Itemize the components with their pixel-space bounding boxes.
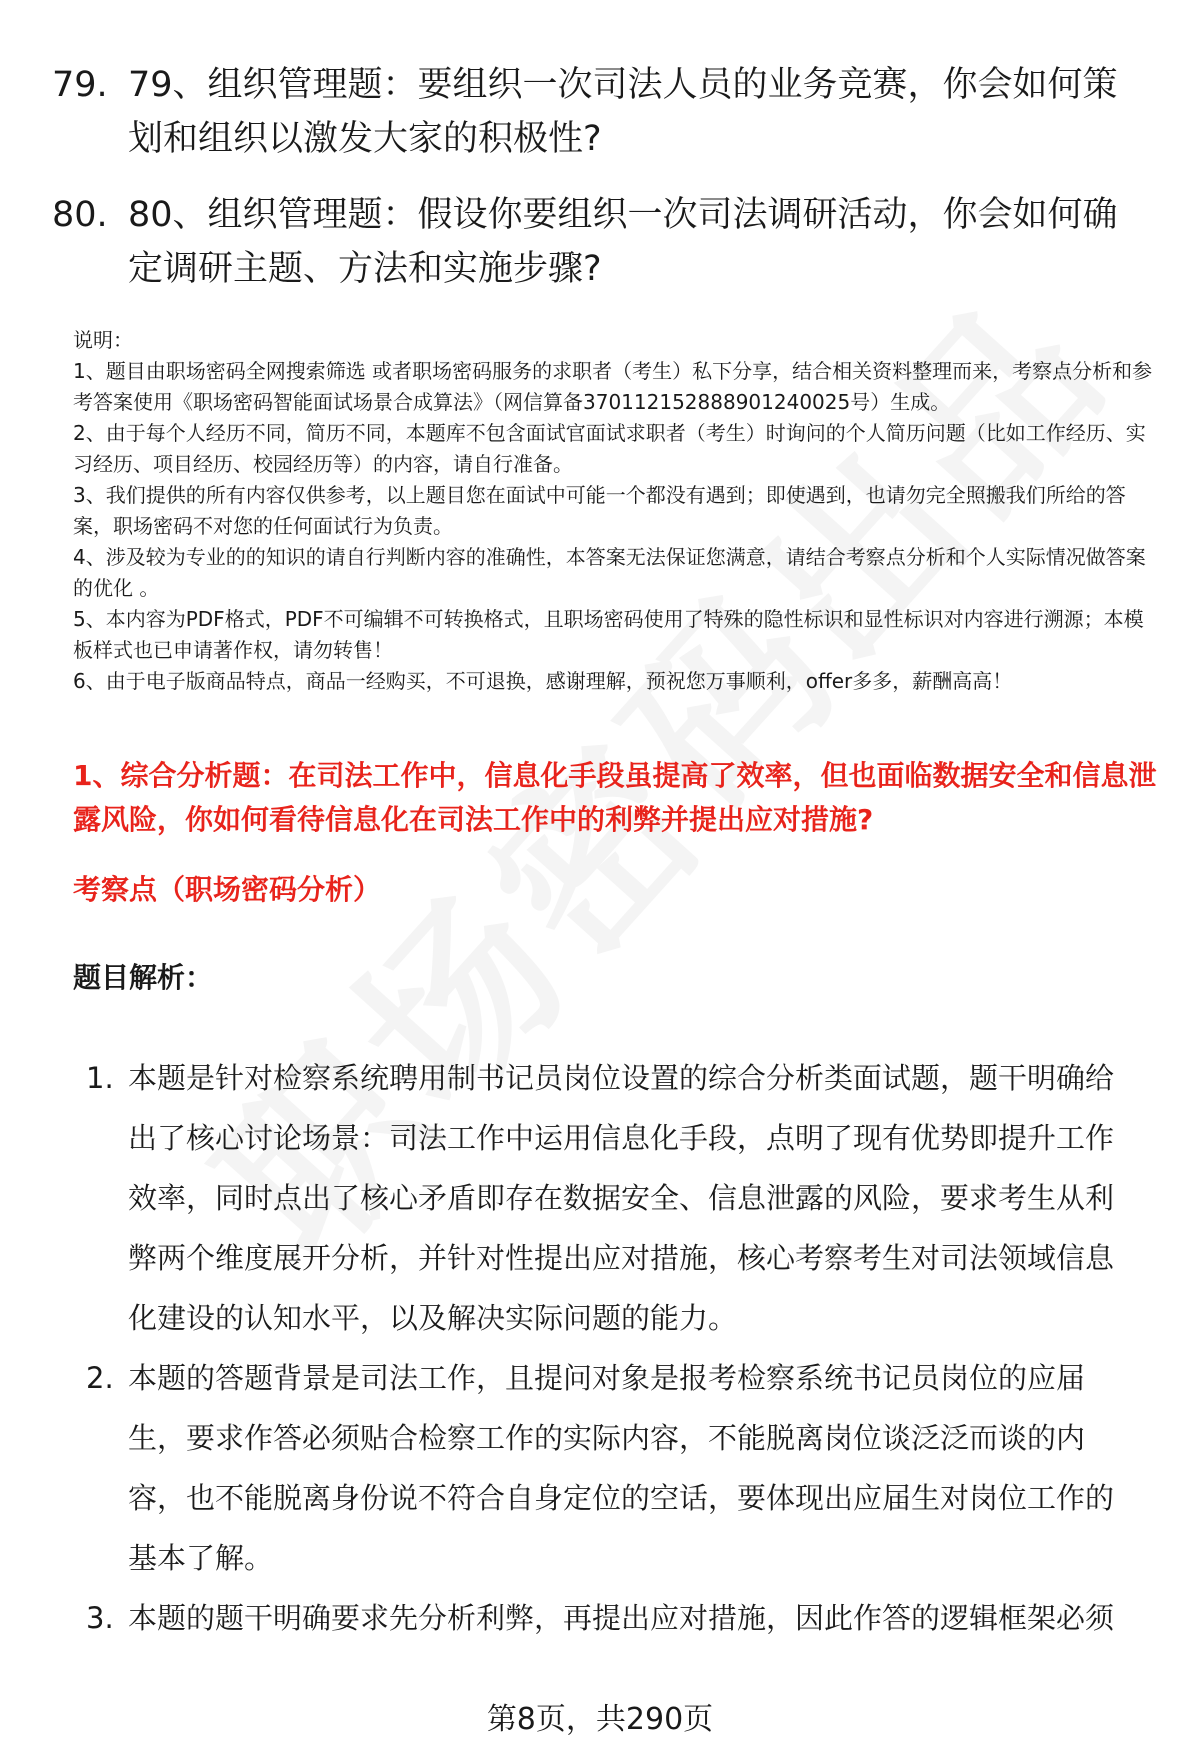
notes-section [73, 325, 1163, 697]
analysis-number: 3. [86, 1601, 114, 1635]
note-item: 3、我们提供的所有内容仅供参考，以上题目您在面试中可能一个都没有遇到；即使遇到，也请勿完全照搬我们所给的答案，职场密码不对您的任何面试行为负责。 [73, 483, 1126, 538]
analysis-item [86, 1048, 1156, 1348]
question-number: 79. [52, 65, 108, 105]
note-item: 1、题目由职场密码全网搜索筛选 或者职场密码服务的求职者（考生）私下分享，结合相关资料整理而来，考察点分析和参考答案使用《职场密码智能面试场景合成算法》（网信算备370112152888901240025号）生成。 [73, 359, 1153, 414]
kaocha-heading: 考察点（职场密码分析） [73, 873, 382, 906]
note-item: 6、由于电子版商品特点，商品一经购买，不可退换，感谢理解，预祝您万事顺利，offer多多，薪酬高高！ [73, 669, 1013, 693]
highlighted-question: 1、综合分析题：在司法工作中，信息化手段虽提高了效率，但也面临数据安全和信息泄露风险，你如何看待信息化在司法工作中的利弊并提出应对措施? [73, 759, 1157, 836]
analysis-text: 本题是针对检察系统聘用制书记员岗位设置的综合分析类面试题，题干明确给出了核心讨论场景：司法工作中运用信息化手段，点明了现有优势即提升工作效率，同时点出了核心矛盾即存在数据安全、信息泄露的风险，要求考生从利弊两个维度展开分析，并针对性提出应对措施，核心考察考生对司法领域信息化建设的认知水平，以及解决实际问题的能力。 [128, 1061, 1115, 1335]
note-item: 5、本内容为PDF格式，PDF不可编辑不可转换格式，且职场密码使用了特殊的隐性标识和显性标识对内容进行溯源；本模板样式也已申请著作权，请勿转售！ [73, 607, 1144, 662]
question-text: 79、组织管理题：要组织一次司法人员的业务竞赛，你会如何策划和组织以激发大家的积极性? [128, 65, 1118, 159]
analysis-text: 本题的答题背景是司法工作，且提问对象是报考检察系统书记员岗位的应届生，要求作答必须贴合检察工作的实际内容，不能脱离岗位谈泛泛而谈的内容，也不能脱离身份说不符合自身定位的空话，要体现出应届生对岗位工作的基本了解。 [128, 1361, 1115, 1575]
note-item: 2、由于每个人经历不同，简历不同，本题库不包含面试官面试求职者（考生）时询问的个人简历问题（比如工作经历、实习经历、项目经历、校园经历等）的内容，请自行准备。 [73, 421, 1146, 476]
question-list [52, 58, 1162, 318]
page-footer: 第8页，共290页 [486, 1702, 714, 1737]
analysis-list [86, 1048, 1156, 1648]
question-number: 80. [52, 195, 108, 235]
analysis-item [86, 1588, 1156, 1648]
analysis-number: 1. [86, 1061, 114, 1095]
analysis-text: 本题的题干明确要求先分析利弊，再提出应对措施，因此作答的逻辑框架必须 [128, 1601, 1115, 1635]
analysis-number: 2. [86, 1361, 114, 1395]
jiexi-heading: 题目解析： [73, 961, 214, 994]
question-item [52, 58, 1162, 166]
question-text: 80、组织管理题：假设你要组织一次司法调研活动，你会如何确定调研主题、方法和实施步骤? [128, 195, 1118, 289]
note-item: 4、涉及较为专业的的知识的请自行判断内容的准确性，本答案无法保证您满意，请结合考察点分析和个人实际情况做答案的优化 。 [73, 545, 1146, 600]
notes-title: 说明： [73, 328, 133, 352]
question-item [52, 188, 1162, 296]
analysis-item [86, 1348, 1156, 1588]
